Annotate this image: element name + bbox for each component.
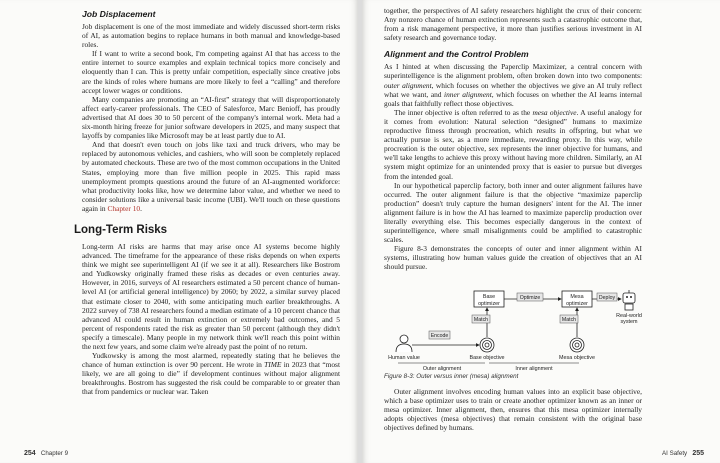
paragraph: Figure 8-3 demonstrates the concepts of outer and inner alignment within AI systems, illustrating how human values guide the creation of objectives that an AI should pursue. bbox=[384, 244, 642, 272]
paragraph-text: , which focuses on whether the objectives we give an AI truly reflect what we want, and bbox=[384, 80, 642, 99]
italic-text: mesa objective bbox=[532, 107, 577, 117]
figure-8-3 bbox=[384, 275, 642, 371]
paragraph bbox=[384, 108, 642, 181]
mesa-objective-target-icon bbox=[570, 338, 584, 352]
mesa-objective-label: Mesa objective bbox=[559, 354, 595, 361]
paragraph-text: Yudkowsky is among the most alarmed, repeatedly stating that he believes the chance of human extinction is over 90 percent. He wrote in bbox=[82, 351, 340, 370]
running-head: AI Safety bbox=[662, 450, 688, 457]
italic-text: inner alignment bbox=[444, 89, 492, 99]
paragraph-text: As I hinted at when discussing the Paperclip Maximizer, a central concern with superintelligence is the alignment problem, often broken down into two components: bbox=[384, 62, 642, 81]
page-number: 255 bbox=[692, 450, 704, 457]
heading-long-term-risks: Long-Term Risks bbox=[74, 223, 168, 236]
right-column bbox=[384, 6, 642, 432]
italic-text: outer alignment bbox=[384, 80, 432, 90]
page-number: 254 bbox=[24, 450, 36, 457]
paragraph bbox=[384, 62, 642, 107]
deploy-label: Deploy bbox=[598, 294, 616, 301]
alignment-diagram bbox=[384, 275, 642, 371]
mesa-optimizer-label-2: optimizer bbox=[566, 300, 588, 307]
right-folio bbox=[662, 450, 704, 457]
match-label-mesa: Match bbox=[561, 316, 577, 323]
right-page bbox=[362, 0, 720, 463]
paragraph: In our hypothetical paperclip factory, both inner and outer alignment failures have occurred. The outer alignment failure is that the objective “maximize paperclip production” doesn't truly capture the human designers' intent for the AI. The inner alignment failure is in how the AI has learned to maximize paperclip production over literally everything else. This becomes especially dangerous in the context of superintelligence, where small misalignments could be amplified to catastrophic scales. bbox=[384, 180, 642, 245]
paragraph bbox=[82, 140, 340, 213]
paragraph: Outer alignment involves encoding human values into an explicit base objective, which a base optimizer uses to train or create another optimizer known as an inner or mesa optimizer. Inner alignment, then, ensures that this mesa optimizer internally adopts objectives (mesa objectives) that remain consistent with the original base objectives defined by humans. bbox=[384, 386, 642, 432]
base-optimizer-label-2: optimizer bbox=[478, 300, 500, 307]
paragraph-text: , which focuses on whether the AI learns internal goals that faithfully reflect those objectives. bbox=[384, 89, 642, 108]
paragraph-text: . bbox=[140, 203, 142, 213]
real-world-system-icon bbox=[623, 290, 635, 310]
human-value-label: Human value bbox=[388, 354, 420, 361]
paragraph: together, the perspectives of AI safety researchers highlight the crux of their concern: Any nonzero chance of human extinction represents such a catastrophic outcome that, from a risk management perspective, it more than justifies serious investment in AI safety research and governance today. bbox=[384, 6, 642, 43]
base-objective-label: Base objective bbox=[469, 354, 505, 361]
paragraph-text: in 2023 that “most likely, we are all going to die” if development continues without major alignment breakthroughs. Bostrom has suggested the risk could be comparable to or greater than that from pandemics or nuclear war. Taken bbox=[82, 360, 340, 397]
paragraph: Long-term AI risks are harms that may arise once AI systems become highly advanced. The timeframe for the appearance of these risks depends on when experts think we might see superintelligent AI (if we see it at all). Researchers like Bostrom and Yudkowsky originally framed these risks as decades or even centuries away. However, in 2016, surveys of AI researchers estimated a 50 percent chance of human-level AI (or artificial general intelligence) by 2060; by 2022, a similar survey placed that estimate closer to 2040, with some anticipating much earlier breakthroughs. A 2022 survey of 738 AI researchers found a median estimate of a 10 percent chance that advanced AI could result in human extinction or extremely bad outcomes, and 5 percent of respondents rated the risk as greater than 50 percent (although they didn't specify a timescale). Many people in my network think we'll reach this point within the next few years, and some claim we're already past the point of no return. bbox=[82, 241, 340, 351]
outer-alignment-label: Outer alignment bbox=[422, 365, 462, 371]
mesa-optimizer-label-1: Mesa bbox=[570, 293, 584, 300]
inner-alignment-label: Inner alignment bbox=[515, 365, 553, 371]
paragraph-text: The inner objective is often referred to as the bbox=[394, 107, 533, 117]
paragraph bbox=[82, 351, 340, 396]
base-objective-target-icon bbox=[480, 338, 494, 352]
chapter-10-link[interactable]: Chapter 10 bbox=[107, 203, 141, 213]
real-world-label-2: system bbox=[620, 318, 638, 325]
base-optimizer-label-1: Base bbox=[482, 293, 496, 300]
left-column bbox=[74, 6, 340, 397]
left-page bbox=[0, 0, 358, 463]
heading-alignment: Alignment and the Control Problem bbox=[384, 49, 529, 60]
paragraph: Job displacement is one of the most immediate and widely discussed short-term risks of AI, as automation begins to replace humans in both manual and knowledge-based roles. bbox=[82, 22, 340, 50]
optimize-label: Optimize bbox=[519, 294, 541, 301]
figure-caption: Figure 8-3: Outer versus inner (mesa) alignment bbox=[384, 372, 519, 380]
heading-job-displacement: Job Displacement bbox=[82, 9, 156, 19]
paragraph-text: . A useful analogy for it comes from evolution: Natural selection “designed” humans to maximize reproductive fitness through procreation, which results in offspring, but what we actually pursue is sex, as a more immediate, rewarding proxy. In this way, while procreation is the outer objective, sex represents the inner objective for humans, and we'll take lengths to achieve this proxy without having more children. Similarly, an AI system might optimize for an unintended proxy that is easier to pursue but diverges from the intended goal. bbox=[384, 107, 642, 181]
match-label-base: Match bbox=[473, 316, 489, 323]
encode-label: Encode bbox=[430, 332, 449, 339]
running-head: Chapter 9 bbox=[40, 450, 69, 457]
real-world-label-1: Real-world bbox=[616, 312, 642, 319]
paragraph: Many companies are promoting an “AI-first” strategy that will disproportionately affect early-career professionals. The CEO of Salesforce, Marc Benioff, has proudly advertised that AI does 30 to 50 percent of the company's internal work. Meta had a six-month hiring freeze for junior software developers in 2025, and many suspect that layoffs by companies like Microsoft may be at least partly due to AI. bbox=[82, 94, 340, 141]
paragraph-text: And that doesn't even touch on jobs like taxi and truck drivers, who may be replaced by autonomous vehicles, and cashiers, who will soon be completely replaced by automated checkouts. These are two of the most common occupations in the United States, employing more than five million people in 2025. This rapid mass unemployment prompts questions around the future of an AI-augmented workforce: what productivity looks like, how we determine labor value, and whether we need to consider solutions like a universal basic income (UBI). We'll touch on these questions again in bbox=[82, 140, 340, 213]
left-folio bbox=[24, 450, 68, 457]
paragraph: If I want to write a second book, I'm competing against AI that has access to the entire internet to source examples and explain technical topics more concisely and eloquently than I can. This is pretty unfair competition, especially since creative jobs are the kinds of roles where humans are more likely to feel a “calling” and therefore accept lower wages or conditions. bbox=[82, 49, 340, 95]
italic-text: TIME bbox=[264, 360, 282, 370]
person-icon bbox=[396, 335, 412, 352]
